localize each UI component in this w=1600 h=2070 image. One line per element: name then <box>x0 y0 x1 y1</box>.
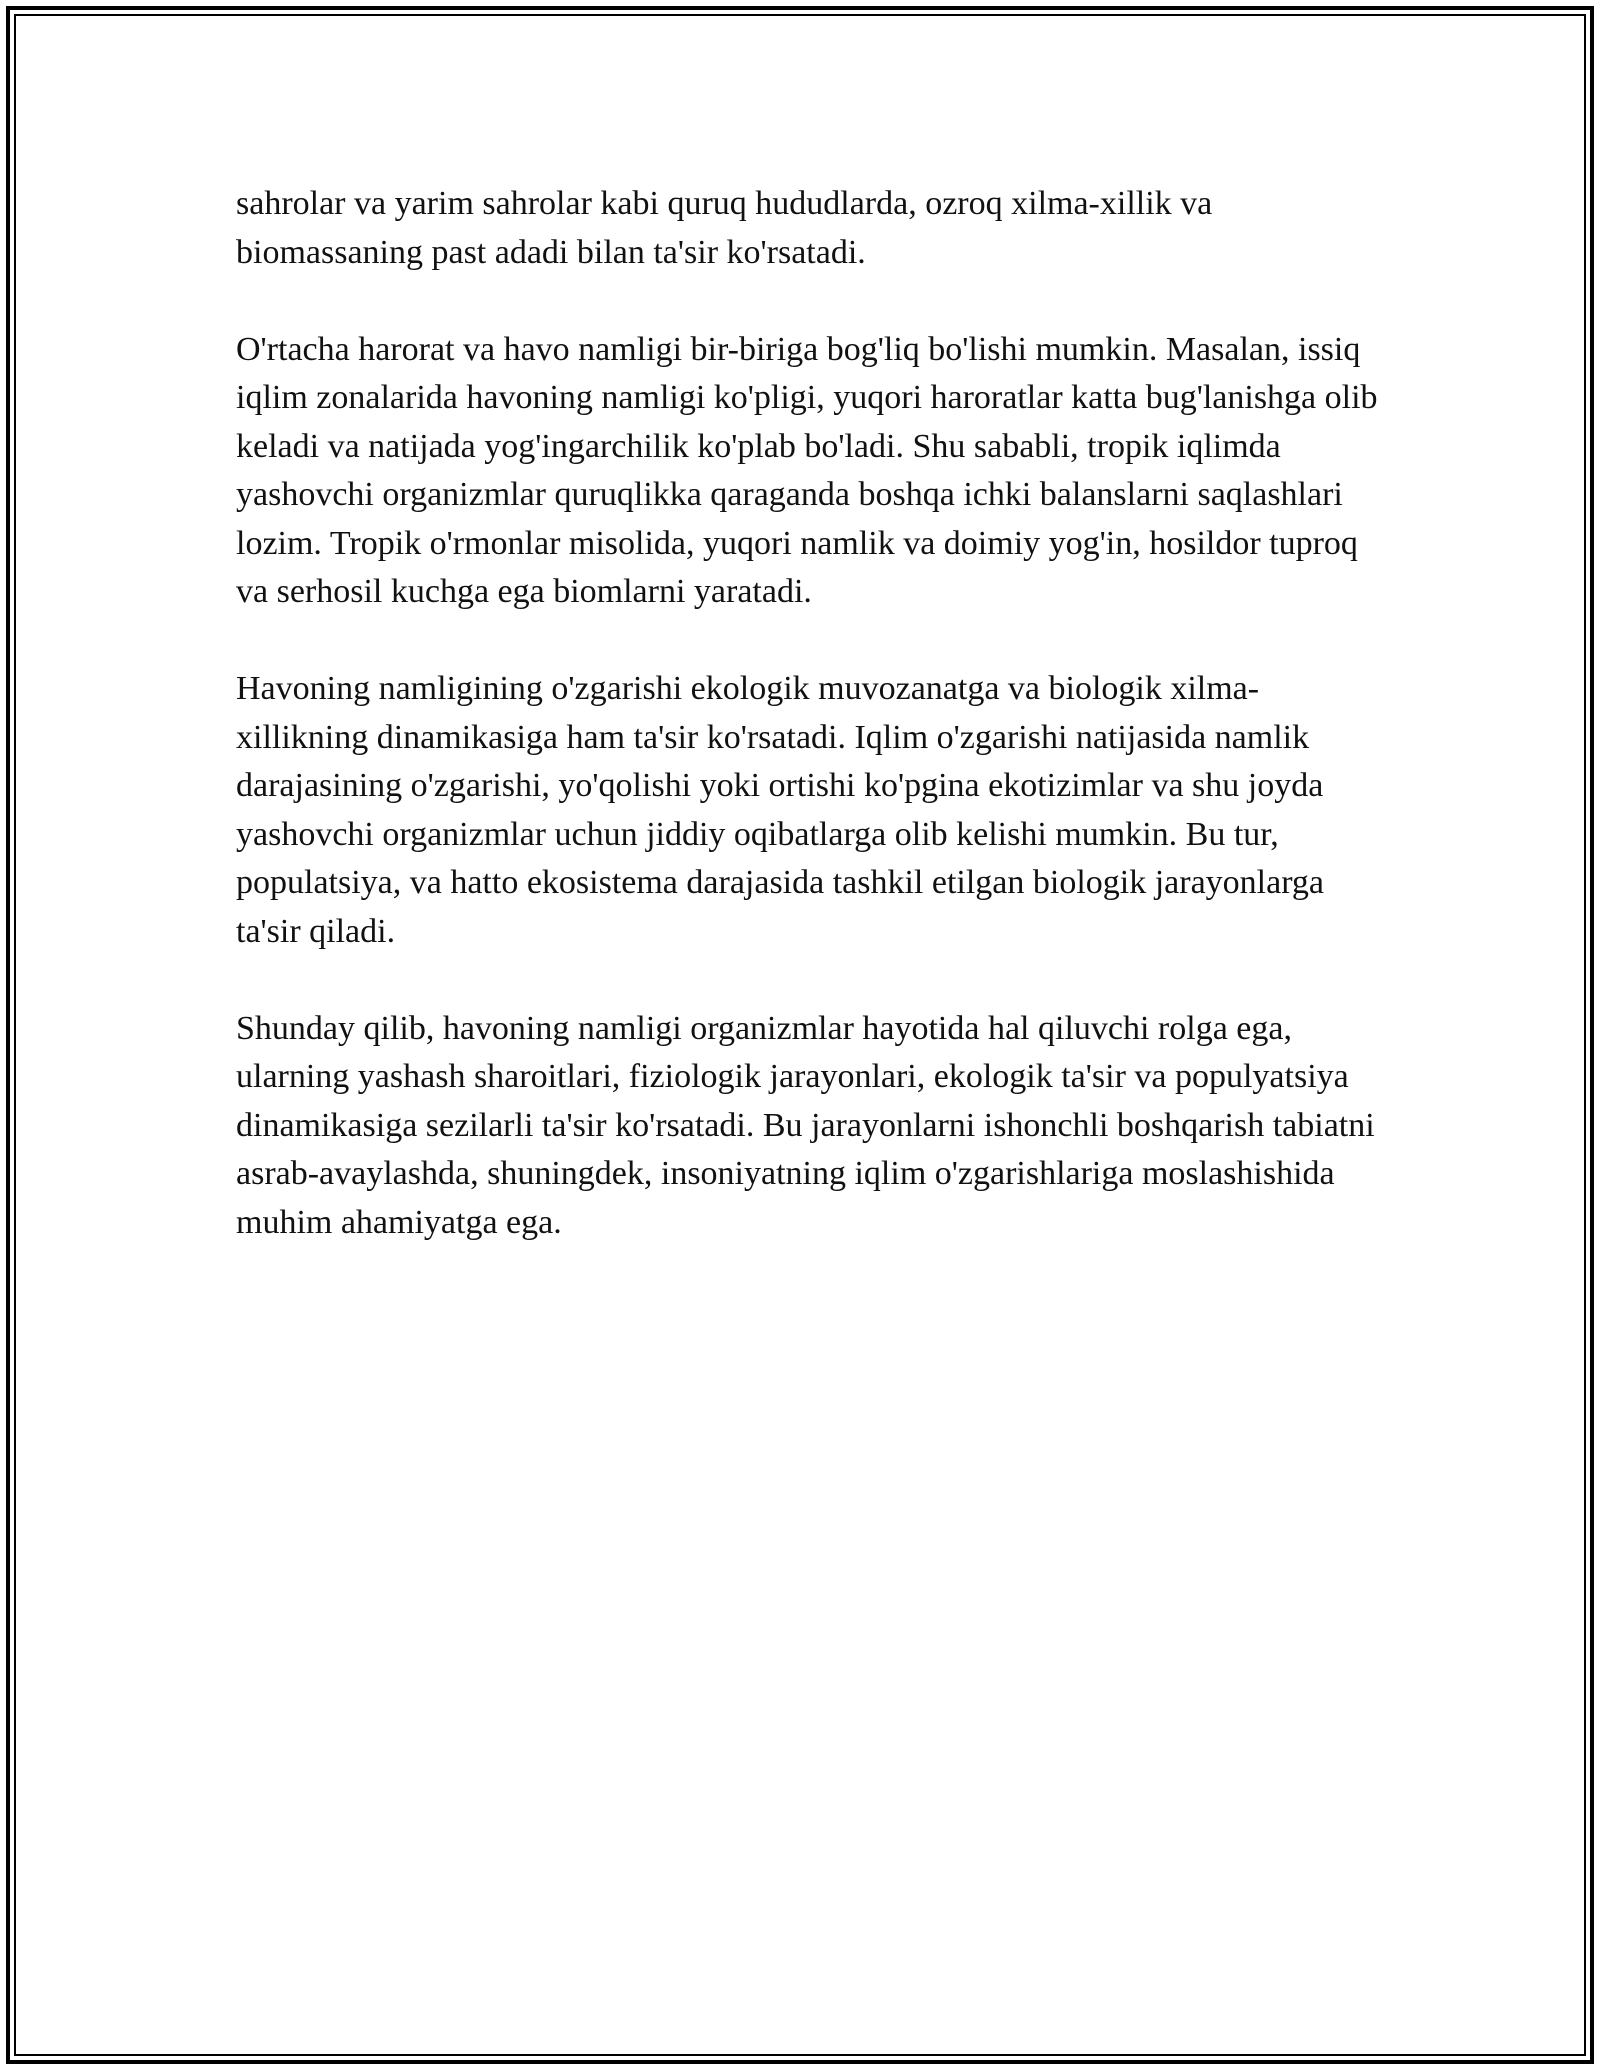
paragraph-1: sahrolar va yarim sahrolar kabi quruq hududlarda, ozroq xilma-xillik va biomassaning past adadi bilan ta'sir ko'rsatadi. <box>236 185 1213 271</box>
paragraph-4: Shunday qilib, havoning namligi organizmlar hayotida hal qiluvchi rolga ega, ularning yashash sharoitlari, fiziologik jarayonlari, ekologik ta'sir va populyatsiya dinamikasiga sezilarli ta'sir ko'rsatadi. Bu jarayonlarni ishonchli boshqarish tabiatni asrab-avaylashda, shuningdek, insoniyatning iqlim o'zgarishlariga moslashishida muhim ahamiyatga ega. <box>236 1009 1375 1241</box>
document-body <box>236 180 1386 1247</box>
paragraph-2: O'rtacha harorat va havo namligi bir-biriga bog'liq bo'lishi mumkin. Masalan, issiq iqlim zonalarida havoning namligi ko'pligi, yuqori haroratlar katta bug'lanishga olib keladi va natijada yog'ingarchilik ko'plab bo'ladi. Shu sababli, tropik iqlimda yashovchi organizmlar quruqlikka qaraganda boshqa ichki balanslarni saqlashlari lozim. Tropik o'rmonlar misolida, yuqori namlik va doimiy yog'in, hosildor tuproq va serhosil kuchga ega biomlarni yaratadi. <box>236 330 1378 610</box>
paragraph-3: Havoning namligining o'zgarishi ekologik muvozanatga va biologik xilma-xillikning dinamikasiga ham ta'sir ko'rsatadi. Iqlim o'zgarishi natijasida namlik darajasining o'zgarishi, yo'qolishi yoki ortishi ko'pgina ekotizimlar va shu joyda yashovchi organizmlar uchun jiddiy oqibatlarga olib kelishi mumkin. Bu tur, populatsiya, va hatto ekosistema darajasida tashkil etilgan biologik jarayonlarga ta'sir qiladi. <box>236 670 1325 950</box>
